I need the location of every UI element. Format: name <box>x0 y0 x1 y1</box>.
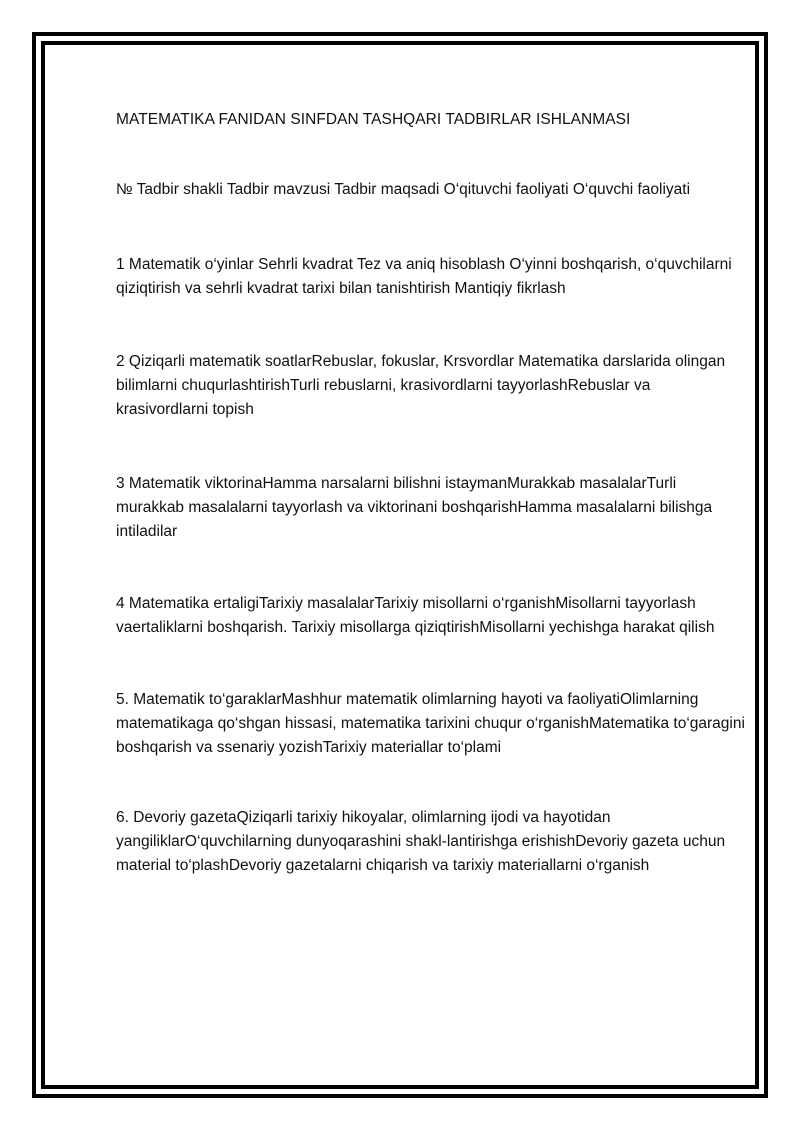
table-row-3: 3 Matematik viktorinaHamma narsalarni bilishni istaymanMurakkab masalalarTurli murakkab masalalarni tayyorlash va viktorinani boshqarishHamma masalalarni bilishga intiladilar <box>116 475 713 540</box>
table-header-row: № Tadbir shakli Tadbir mavzusi Tadbir maqsadi O‘qituvchi faoliyati O‘quvchi faoliyati <box>116 181 691 198</box>
table-row-2: 2 Qiziqarli matematik soatlarRebuslar, fokuslar, Krsvordlar Matematika darslarida olingan bilimlarni chuqurlashtirishTurli rebuslarni, krasivordlarni tayyorlashRebuslar va krasivordlarni topish <box>116 353 726 418</box>
table-row-4: 4 Matematika ertaligiTarixiy masalalarTarixiy misollarni o‘rganishMisollarni tayyorlash vaertaliklarni boshqarish. Tarixiy misollarga qiziqtirishMisollarni yechishga harakat qilish <box>116 595 715 636</box>
document-title: MATEMATIKA FANIDAN SINFDAN TASHQARI TADBIRLAR ISHLANMASI <box>116 111 631 128</box>
table-row-5: 5. Matematik to‘garaklarMashhur matematik olimlarning hayoti va faoliyatiOlimlarning matematikaga qo‘shgan hissasi, matematika tarixini chuqur o‘rganishMatematika to‘garagini boshqarish va ssenariy yozishTarixiy materiallar to‘plami <box>116 691 745 756</box>
table-row-6: 6. Devoriy gazetaQiziqarli tarixiy hikoyalar, olimlarning ijodi va hayotidan yangiliklarO‘quvchilarning dunyoqarashini shakl-lantirishga erishishDevoriy gazeta uchun material to‘plashDevoriy gazetalarni chiqarish va tarixiy materiallarni o‘rganish <box>116 809 726 874</box>
document-body <box>116 108 746 878</box>
table-row-1: 1 Matematik o‘yinlar Sehrli kvadrat Tez va aniq hisoblash O‘yinni boshqarish, o‘quvchilarni qiziqtirish va sehrli kvadrat tarixi bilan tanishtirish Mantiqiy fikrlash <box>116 256 732 297</box>
